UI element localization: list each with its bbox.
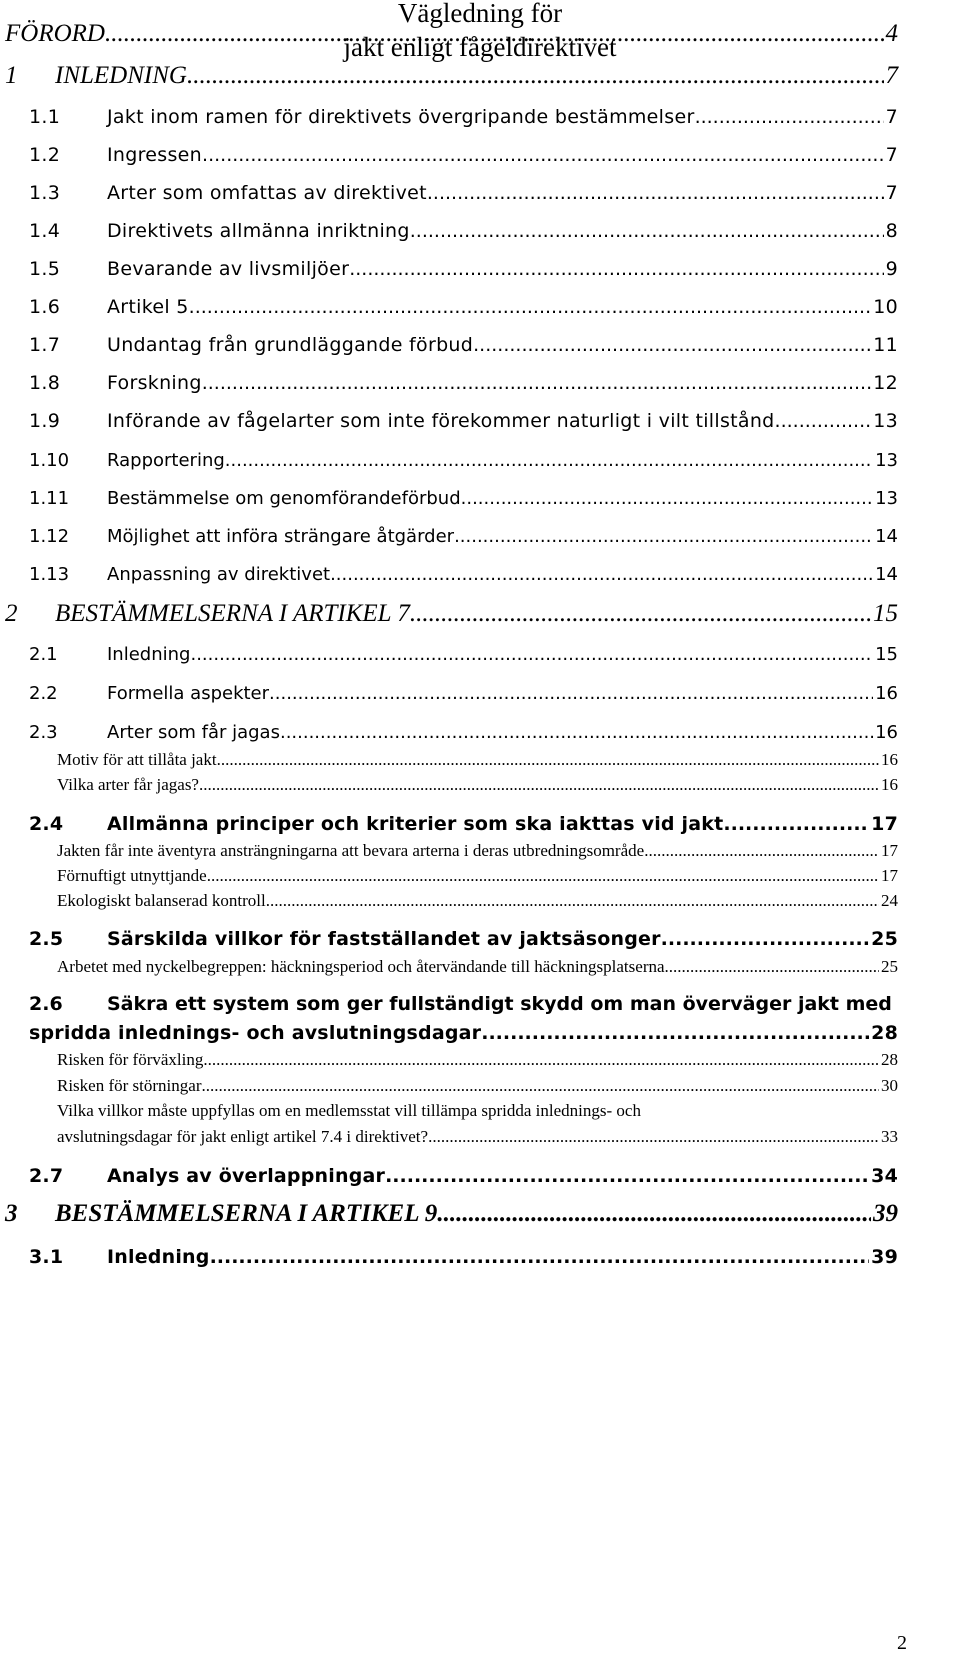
- toc-leader: [695, 106, 884, 128]
- toc-page-number: 15: [873, 600, 898, 627]
- toc-entry[interactable]: [29, 564, 898, 585]
- toc-leader: [201, 1076, 879, 1096]
- toc-entry[interactable]: [29, 220, 898, 242]
- toc-entry-label: spridda inlednings- och avslutningsdagar: [29, 1022, 482, 1044]
- toc-entry[interactable]: [29, 644, 898, 665]
- toc-entry[interactable]: [29, 450, 898, 471]
- toc-leader: [189, 296, 872, 318]
- toc-entry-number: 1.4: [29, 220, 61, 242]
- toc-page-number: 17: [881, 866, 898, 885]
- toc-entry-label: Förnuftigt utnyttjande: [57, 866, 207, 885]
- toc-page-number: 10: [873, 296, 898, 318]
- toc-entry[interactable]: [29, 410, 898, 432]
- toc-page-number: 9: [885, 258, 898, 280]
- toc-leader: [427, 182, 884, 204]
- toc-leader: [454, 526, 873, 547]
- toc-leader: [199, 775, 879, 795]
- toc-page-number: 13: [875, 450, 898, 471]
- toc-leader: [202, 144, 884, 166]
- toc-entry-label: Risken för förväxling: [57, 1050, 204, 1069]
- toc-entry-number: 2.3: [29, 722, 58, 743]
- toc-page-number: 13: [875, 488, 898, 509]
- toc-leader: [410, 220, 884, 242]
- toc-entry-label: Arbetet med nyckelbegreppen: häckningsperiod och återvändande till häckningsplatserna: [57, 957, 665, 976]
- toc-leader: [410, 600, 871, 628]
- toc-entry-number: 2.1: [29, 644, 58, 665]
- toc-page-number: 7: [885, 106, 898, 128]
- toc-entry-label: Direktivets allmänna inriktning: [107, 220, 410, 242]
- toc-page-number: 24: [881, 891, 898, 910]
- toc-entry-number: 1.1: [29, 106, 61, 128]
- toc-page-number: 4: [885, 20, 898, 47]
- toc-leader: [437, 1200, 871, 1228]
- toc-entry[interactable]: [29, 144, 898, 166]
- toc-page-number: 7: [885, 182, 898, 204]
- toc-entry[interactable]: [29, 182, 898, 204]
- toc-entry[interactable]: [57, 775, 898, 795]
- toc-leader: [210, 1246, 870, 1268]
- toc-entry-number: 2.5: [29, 928, 64, 950]
- toc-leader: [385, 1165, 869, 1187]
- toc-entry-number: 2.6: [29, 993, 63, 1015]
- toc-entry-number: 1.8: [29, 372, 61, 394]
- toc-entry-label: Arter som omfattas av direktivet: [107, 182, 427, 204]
- toc-entry-label: Införande av fågelarter som inte förekommer naturligt i vilt tillstånd: [107, 410, 775, 432]
- toc-entry-label: Arter som får jagas: [107, 722, 280, 743]
- toc-entry-number: 1.2: [29, 144, 61, 166]
- toc-entry-label: Rapportering: [107, 450, 225, 471]
- toc-entry[interactable]: [57, 957, 898, 977]
- toc-leader: [187, 62, 884, 90]
- toc-leader: [723, 813, 869, 835]
- toc-entry-label: Ingressen: [107, 144, 203, 166]
- toc-entry-label: Inledning: [107, 1246, 210, 1268]
- toc-entry-label: Bestämmelse om genomförandeförbud: [107, 488, 461, 509]
- toc-entry-number: 1.7: [29, 334, 61, 356]
- toc-entry[interactable]: [5, 1200, 898, 1228]
- toc-entry[interactable]: [57, 891, 898, 911]
- toc-entry[interactable]: [57, 750, 898, 770]
- toc-entry-number: 1.6: [29, 296, 61, 318]
- toc-entry-label: Anpassning av direktivet: [107, 564, 331, 585]
- toc-entry-label: Inledning: [107, 644, 191, 665]
- toc-entry-number: 2.4: [29, 813, 64, 835]
- title-line-2: jakt enligt fågeldirektivet: [343, 32, 617, 62]
- toc-page-number: 7: [885, 62, 898, 89]
- toc-page-number: 11: [873, 334, 898, 356]
- toc-entry-label: Motiv för att tillåta jakt: [57, 750, 217, 769]
- toc-leader: [203, 1050, 879, 1070]
- toc-leader: [665, 957, 879, 977]
- toc-entry-label: FÖRORD: [5, 20, 105, 47]
- toc-page-number: 16: [875, 683, 898, 704]
- title-line-1: Vägledning för: [397, 0, 563, 28]
- toc-entry-number: 1: [5, 62, 18, 89]
- toc-leader: [225, 450, 873, 471]
- toc-entry-label: BESTÄMMELSERNA I ARTIKEL 7: [55, 600, 410, 627]
- toc-page-number: 25: [881, 957, 898, 976]
- toc-entry[interactable]: [57, 841, 898, 861]
- toc-entry-number: 1.3: [29, 182, 61, 204]
- toc-leader: [217, 750, 879, 770]
- toc-entry[interactable]: [29, 334, 898, 356]
- toc-leader: [661, 928, 869, 950]
- toc-leader: [481, 1022, 869, 1044]
- toc-entry-number: 1.5: [29, 258, 61, 280]
- toc-page-number: 28: [881, 1050, 898, 1069]
- toc-page-number: 16: [875, 722, 898, 743]
- toc-entry-label: Särskilda villkor för fastställandet av jaktsäsonger: [107, 928, 661, 950]
- toc-entry-label: Risken för störningar: [57, 1076, 202, 1095]
- toc-page-number: 14: [875, 564, 898, 585]
- toc-page-number: 13: [873, 410, 898, 432]
- toc-leader: [207, 866, 879, 886]
- toc-leader: [349, 258, 883, 280]
- toc-entry[interactable]: [29, 1022, 898, 1044]
- toc-entry[interactable]: [29, 928, 898, 950]
- toc-entry-label: Jakten får inte äventyra ansträngningarna att bevara arterna i deras utbredningsområde: [57, 841, 645, 860]
- toc-leader: [461, 488, 873, 509]
- toc-entry[interactable]: [29, 372, 898, 394]
- toc-entry-wrapped-line[interactable]: [29, 993, 892, 1015]
- toc-entry[interactable]: [29, 106, 898, 128]
- toc-entry[interactable]: [57, 1076, 898, 1096]
- toc-entry-label: Undantag från grundläggande förbud: [107, 334, 474, 356]
- toc-page-number: 15: [875, 644, 898, 665]
- toc-entry-label: Jakt inom ramen för direktivets övergripande bestämmelser: [107, 106, 695, 128]
- toc-page-number: 39: [873, 1200, 898, 1227]
- toc-page-number: 12: [873, 372, 898, 394]
- toc-entry-label: Säkra ett system som ger fullständigt skydd om man överväger jakt med: [107, 993, 892, 1015]
- toc-entry-label: Artikel 5: [107, 296, 189, 318]
- toc-entry-label: INLEDNING: [55, 62, 187, 89]
- toc-leader: [330, 564, 873, 585]
- toc-entry-wrapped-line[interactable]: [57, 1101, 898, 1121]
- toc-leader: [280, 722, 873, 743]
- toc-entry[interactable]: [5, 62, 898, 90]
- toc-entry-label: Bevarande av livsmiljöer: [107, 258, 350, 280]
- toc-page-number: 14: [875, 526, 898, 547]
- toc-entry-number: 1.9: [29, 410, 61, 432]
- toc-page-number: 34: [871, 1165, 898, 1187]
- toc-entry[interactable]: [29, 296, 898, 318]
- toc-page-number: 16: [881, 775, 898, 794]
- toc-leader: [105, 20, 884, 48]
- toc-entry[interactable]: [57, 1127, 898, 1147]
- toc-entry-label: Möjlighet att införa strängare åtgärder: [107, 526, 455, 547]
- toc-page-number: 17: [871, 813, 898, 835]
- toc-entry-number: 3: [5, 1200, 18, 1227]
- toc-page-number: 8: [885, 220, 898, 242]
- toc-entry-label: Analys av överlappningar: [107, 1165, 386, 1187]
- toc-entry[interactable]: [29, 1165, 898, 1187]
- toc-entry-label: Vilka villkor måste uppfyllas om en medlemsstat vill tillämpa spridda inlednings- och: [57, 1101, 641, 1120]
- toc-leader: [473, 334, 871, 356]
- toc-entry-number: 3.1: [29, 1246, 64, 1268]
- toc-entry-label: BESTÄMMELSERNA I ARTIKEL 9: [55, 1200, 438, 1227]
- toc-entry[interactable]: [29, 526, 898, 547]
- toc-entry-label: Vilka arter får jagas?: [57, 775, 199, 794]
- toc-entry[interactable]: [29, 722, 898, 743]
- toc-entry[interactable]: [29, 813, 898, 835]
- toc-entry-label: Formella aspekter: [107, 683, 270, 704]
- toc-leader: [775, 410, 872, 432]
- toc-entry-number: 2: [5, 600, 18, 627]
- toc-leader: [269, 683, 873, 704]
- toc-page-number: 16: [881, 750, 898, 769]
- toc-page-number: 28: [871, 1022, 898, 1044]
- toc-entry-number: 1.13: [29, 564, 70, 585]
- toc-entry[interactable]: [57, 1050, 898, 1070]
- toc-leader: [428, 1127, 879, 1147]
- toc-entry-number: 2.2: [29, 683, 58, 704]
- toc-entry-label: Forskning: [107, 372, 202, 394]
- toc-entry-number: 1.11: [29, 488, 70, 509]
- toc-entry[interactable]: [57, 866, 898, 886]
- toc-page-number: 30: [881, 1076, 898, 1095]
- toc-page-number: 17: [881, 841, 898, 860]
- toc-entry-number: 1.12: [29, 526, 70, 547]
- toc-entry[interactable]: [29, 1246, 898, 1268]
- toc-entry-label: Ekologiskt balanserad kontroll: [57, 891, 266, 910]
- toc-entry[interactable]: [29, 488, 898, 509]
- toc-entry[interactable]: [29, 683, 898, 704]
- toc-entry[interactable]: [29, 258, 898, 280]
- page-number: 2: [897, 1632, 907, 1654]
- toc-leader: [202, 372, 872, 394]
- toc-entry-number: 2.7: [29, 1165, 64, 1187]
- toc-page-number: 39: [871, 1246, 898, 1268]
- toc-page-number: 25: [871, 928, 898, 950]
- toc-entry-label: Allmänna principer och kriterier som ska iakttas vid jakt: [107, 813, 724, 835]
- toc-leader: [644, 841, 879, 861]
- toc-leader: [190, 644, 873, 665]
- toc-entry-number: 1.10: [29, 450, 70, 471]
- toc-leader: [266, 891, 879, 911]
- toc-entry-label: avslutningsdagar för jakt enligt artikel 7.4 i direktivet?: [57, 1127, 429, 1146]
- toc-entry[interactable]: [5, 600, 898, 628]
- toc-entry[interactable]: [5, 20, 898, 48]
- toc-page-number: 33: [881, 1127, 898, 1146]
- toc-page-number: 7: [885, 144, 898, 166]
